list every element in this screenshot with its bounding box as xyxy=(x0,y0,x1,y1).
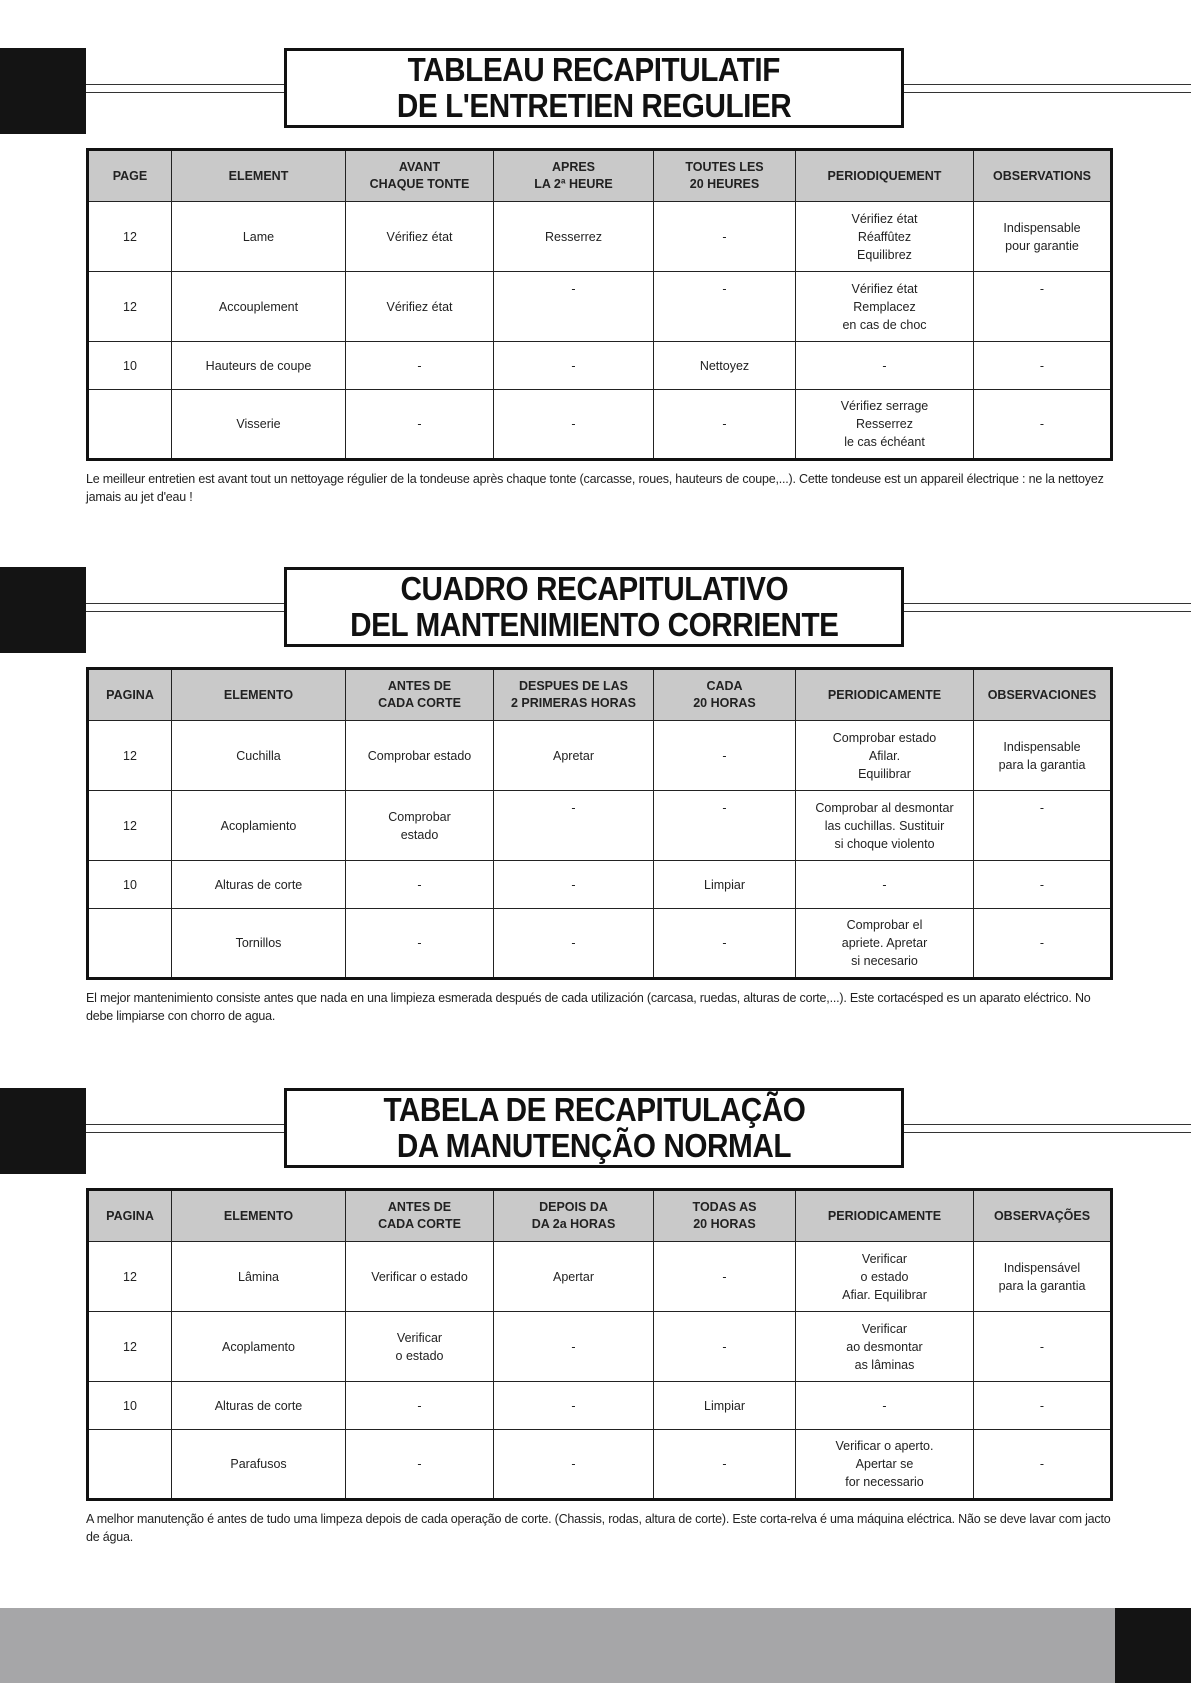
table-cell xyxy=(88,909,172,979)
title-line: DE L'ENTRETIEN REGULIER xyxy=(396,87,792,124)
header-cell: PERIODIQUEMENT xyxy=(796,150,974,202)
table-row xyxy=(88,721,1112,791)
table-cell: Apertar xyxy=(494,1242,654,1312)
title-rule-right xyxy=(904,92,1191,93)
table-cell: Comprobar al desmontar las cuchillas. Sustituir si choque violento xyxy=(796,791,974,861)
title-rule-left xyxy=(86,92,284,93)
section-title xyxy=(284,567,904,647)
table-cell: 12 xyxy=(88,791,172,861)
table-cell: - xyxy=(974,390,1112,460)
header-cell: OBSERVACIONES xyxy=(974,669,1112,721)
table-row xyxy=(88,791,1112,861)
table-cell: Indispensable para la garantia xyxy=(974,721,1112,791)
table-cell xyxy=(88,1430,172,1500)
section-note: El mejor mantenimiento consiste antes que nada en una limpieza esmerada después de cada utilización (carcasa, ruedas, alturas de corte,...). Este cortacésped es un aparato eléctrico. No debe limpiarse con chorro de agua. xyxy=(86,991,1091,1023)
table-cell: Comprobar estado xyxy=(346,721,494,791)
table-cell: - xyxy=(494,909,654,979)
table-cell: - xyxy=(346,1430,494,1500)
table-row xyxy=(88,1242,1112,1312)
table-cell: Comprobar estado xyxy=(346,791,494,861)
table-row xyxy=(88,390,1112,460)
table-cell: 10 xyxy=(88,1382,172,1430)
title-rule-right xyxy=(904,84,1191,85)
header-cell: PAGINA xyxy=(88,1190,172,1242)
header-cell: ELEMENT xyxy=(172,150,346,202)
table-cell: - xyxy=(654,202,796,272)
table-cell: - xyxy=(494,1382,654,1430)
table-cell: - xyxy=(494,1312,654,1382)
header-cell: ELEMENTO xyxy=(172,669,346,721)
table-cell: 12 xyxy=(88,202,172,272)
section-note: A melhor manutenção é antes de tudo uma limpeza depois de cada operação de corte. (Chassis, rodas, altura de corte). Este corta-relva é uma máquina eléctrica. Não se deve lavar com jacto de água. xyxy=(86,1512,1111,1544)
header-cell: APRES LA 2ª HEURE xyxy=(494,150,654,202)
table-row xyxy=(88,342,1112,390)
table-cell: Verificar o estado Afiar. Equilibrar xyxy=(796,1242,974,1312)
table-cell: Limpiar xyxy=(654,1382,796,1430)
table-row xyxy=(88,909,1112,979)
footer-bar xyxy=(0,1608,1191,1683)
table-cell: - xyxy=(974,1382,1112,1430)
table-cell: Vérifiez état Réaffûtez Equilibrez xyxy=(796,202,974,272)
section-title xyxy=(284,1088,904,1168)
table-cell: Verificar o estado xyxy=(346,1312,494,1382)
section-tab-block xyxy=(0,567,86,653)
table-cell: 12 xyxy=(88,1312,172,1382)
table-cell: 12 xyxy=(88,1242,172,1312)
table-cell: - xyxy=(346,342,494,390)
table-cell: - xyxy=(654,390,796,460)
title-line: DA MANUTENÇÃO NORMAL xyxy=(396,1127,792,1164)
table-header-row xyxy=(88,150,1112,202)
header-cell: ANTES DE CADA CORTE xyxy=(346,669,494,721)
title-rule-left xyxy=(86,611,284,612)
header-cell: PAGE xyxy=(88,150,172,202)
table-cell: Alturas de corte xyxy=(172,1382,346,1430)
table-cell: Parafusos xyxy=(172,1430,346,1500)
title-rule-right xyxy=(904,1124,1191,1125)
table-cell: - xyxy=(974,1312,1112,1382)
table-header-row xyxy=(88,669,1112,721)
table-cell: - xyxy=(654,1430,796,1500)
title-rule-left xyxy=(86,603,284,604)
table-cell: Limpiar xyxy=(654,861,796,909)
table-row xyxy=(88,272,1112,342)
table-cell: Alturas de corte xyxy=(172,861,346,909)
table-cell: - xyxy=(796,1382,974,1430)
title-rule-right xyxy=(904,603,1191,604)
table-cell: Indispensable pour garantie xyxy=(974,202,1112,272)
title-line: TABELA DE RECAPITULAÇÃO xyxy=(383,1091,805,1128)
table-cell: - xyxy=(346,1382,494,1430)
header-cell: TODAS AS 20 HORAS xyxy=(654,1190,796,1242)
table-cell: 12 xyxy=(88,721,172,791)
table-cell: - xyxy=(974,342,1112,390)
table-cell: - xyxy=(654,1242,796,1312)
table-cell: - xyxy=(494,342,654,390)
header-cell: CADA 20 HORAS xyxy=(654,669,796,721)
title-rule-left xyxy=(86,84,284,85)
table-cell: - xyxy=(654,272,796,342)
header-cell: TOUTES LES 20 HEURES xyxy=(654,150,796,202)
table-cell: Accouplement xyxy=(172,272,346,342)
header-cell: OBSERVAÇÕES xyxy=(974,1190,1112,1242)
table-cell: Indispensável para la garantia xyxy=(974,1242,1112,1312)
table-cell: Comprobar el apriete. Apretar si necesario xyxy=(796,909,974,979)
header-cell: OBSERVATIONS xyxy=(974,150,1112,202)
table-cell: 10 xyxy=(88,342,172,390)
table-row xyxy=(88,1312,1112,1382)
table-cell: Hauteurs de coupe xyxy=(172,342,346,390)
table-cell: - xyxy=(494,1430,654,1500)
title-rule-left xyxy=(86,1124,284,1125)
title-rule-right xyxy=(904,611,1191,612)
title-rule-left xyxy=(86,1132,284,1133)
table-cell xyxy=(88,390,172,460)
table-row xyxy=(88,202,1112,272)
table-cell: - xyxy=(974,1430,1112,1500)
table-cell: Resserrez xyxy=(494,202,654,272)
table-cell: Vérifiez état Remplacez en cas de choc xyxy=(796,272,974,342)
table-cell: Vérifiez serrage Resserrez le cas échéant xyxy=(796,390,974,460)
table-cell: Vérifiez état xyxy=(346,202,494,272)
title-line: CUADRO RECAPITULATIVO xyxy=(400,570,788,607)
table-cell: - xyxy=(346,390,494,460)
table-cell: - xyxy=(974,272,1112,342)
table-cell: Tornillos xyxy=(172,909,346,979)
header-cell: PERIODICAMENTE xyxy=(796,669,974,721)
title-line: DEL MANTENIMIENTO CORRIENTE xyxy=(349,606,839,643)
section-fr xyxy=(0,48,1191,508)
table-cell: - xyxy=(796,861,974,909)
table-cell: 10 xyxy=(88,861,172,909)
table-cell: Verificar ao desmontar as lâminas xyxy=(796,1312,974,1382)
table-row xyxy=(88,861,1112,909)
table-cell: - xyxy=(654,1312,796,1382)
table-cell: Verificar o aperto. Apertar se for necessario xyxy=(796,1430,974,1500)
table-cell: - xyxy=(494,791,654,861)
table-cell: Visserie xyxy=(172,390,346,460)
table-cell: Lame xyxy=(172,202,346,272)
table-cell: Lâmina xyxy=(172,1242,346,1312)
table-cell: - xyxy=(796,342,974,390)
table-cell: - xyxy=(974,861,1112,909)
section-es xyxy=(0,567,1191,1027)
table-cell: Acoplamiento xyxy=(172,791,346,861)
section-note: Le meilleur entretien est avant tout un nettoyage régulier de la tondeuse après chaque tonte (carcasse, roues, hauteurs de coupe,...). Cette tondeuse est un appareil électrique : ne la nettoyez jamais au jet d'eau ! xyxy=(86,472,1104,504)
table-row xyxy=(88,1382,1112,1430)
table-cell: Nettoyez xyxy=(654,342,796,390)
header-cell: DEPOIS DA DA 2a HORAS xyxy=(494,1190,654,1242)
table-cell: - xyxy=(494,272,654,342)
footer-page-tab xyxy=(1115,1608,1191,1683)
table-cell: - xyxy=(654,721,796,791)
table-cell: - xyxy=(974,909,1112,979)
header-cell: ELEMENTO xyxy=(172,1190,346,1242)
table-header-row xyxy=(88,1190,1112,1242)
table-cell: Verificar o estado xyxy=(346,1242,494,1312)
header-cell: AVANT CHAQUE TONTE xyxy=(346,150,494,202)
table-cell: - xyxy=(654,791,796,861)
table-cell: - xyxy=(974,791,1112,861)
maintenance-table xyxy=(86,1188,1113,1501)
table-cell: 12 xyxy=(88,272,172,342)
table-cell: - xyxy=(494,861,654,909)
header-cell: ANTES DE CADA CORTE xyxy=(346,1190,494,1242)
table-cell: - xyxy=(346,861,494,909)
table-cell: - xyxy=(346,909,494,979)
maintenance-table xyxy=(86,148,1113,461)
section-title xyxy=(284,48,904,128)
table-cell: Acoplamento xyxy=(172,1312,346,1382)
title-rule-right xyxy=(904,1132,1191,1133)
section-tab-block xyxy=(0,1088,86,1174)
title-line: TABLEAU RECAPITULATIF xyxy=(407,51,781,88)
maintenance-table xyxy=(86,667,1113,980)
header-cell: DESPUES DE LAS 2 PRIMERAS HORAS xyxy=(494,669,654,721)
table-cell: Vérifiez état xyxy=(346,272,494,342)
table-row xyxy=(88,1430,1112,1500)
header-cell: PAGINA xyxy=(88,669,172,721)
table-cell: - xyxy=(494,390,654,460)
header-cell: PERIODICAMENTE xyxy=(796,1190,974,1242)
table-cell: - xyxy=(654,909,796,979)
table-cell: Apretar xyxy=(494,721,654,791)
section-tab-block xyxy=(0,48,86,134)
table-cell: Comprobar estado Afilar. Equilibrar xyxy=(796,721,974,791)
table-cell: Cuchilla xyxy=(172,721,346,791)
section-pt xyxy=(0,1088,1191,1548)
